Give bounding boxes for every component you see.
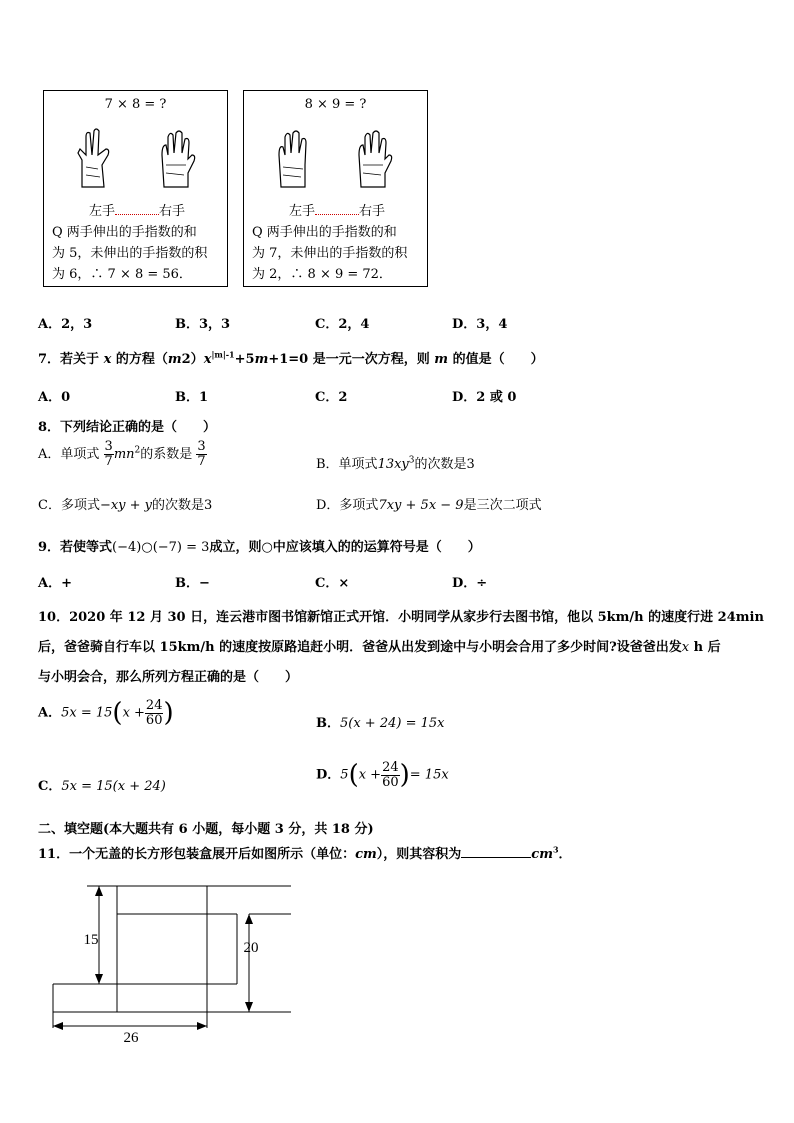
box-equation: 8 × 9 = ? <box>304 97 367 112</box>
explanation-line: 为 2，∴ 8 × 9 = 72． <box>252 267 392 282</box>
explanation-line: Q 两手伸出的手指数的和 <box>52 225 197 240</box>
fraction: $\frac{3}{7}$ <box>197 439 206 469</box>
q6-example-box-1 <box>43 90 228 287</box>
q6-option-b[interactable]: B．3，3 <box>175 317 231 332</box>
section-heading: 二、填空题(本大题共有 6 小题，每小题 3 分，共 18 分) <box>38 822 374 837</box>
q9-stem: 9．若使等式(−4)○(−7) = 3成立，则○中应该填入的的运算符号是（ ） <box>38 540 481 555</box>
q8-option-a[interactable]: A．单项式 $\frac{3}{7}$ $mn^2$的系数是 $\frac{3}{7}$ <box>38 439 206 469</box>
hand-icon-right <box>349 125 399 190</box>
q10-option-d[interactable]: D．5(x + $\frac{24}{60}$ )= 15x <box>316 759 449 790</box>
q10-option-c[interactable]: C．5x = 15(x + 24) <box>38 779 166 794</box>
explanation-line: 为 5，未伸出的手指数的积 <box>52 246 208 261</box>
explanation-line: 为 6，∴ 7 × 8 = 56． <box>52 267 192 282</box>
fraction: $\frac{3}{7}$ <box>104 439 113 469</box>
q9-option-a[interactable]: A．+ <box>38 576 72 591</box>
q9-option-b[interactable]: B．− <box>175 576 210 591</box>
q7-option-b[interactable]: B．1 <box>175 390 209 405</box>
answer-blank[interactable] <box>461 845 531 858</box>
right-hand-label: 右手 <box>159 204 186 219</box>
wavy-underline <box>315 208 359 215</box>
fraction: $\frac{24}{60}$ <box>145 697 163 728</box>
hand-labels <box>52 201 222 222</box>
box-equation: 7 × 8 = ? <box>104 97 167 112</box>
hand-icon-right <box>152 125 202 190</box>
right-hand-label: 右手 <box>359 204 386 219</box>
box-net-figure <box>45 880 305 1050</box>
dimension-15: 15 <box>83 932 99 948</box>
q7-option-c[interactable]: C．2 <box>315 390 348 405</box>
q6-option-d[interactable]: D．3，4 <box>452 317 508 332</box>
q10-option-b[interactable]: B．5(x + 24) = 15x <box>316 716 445 731</box>
q9-option-d[interactable]: D．÷ <box>452 576 488 591</box>
fraction: $\frac{24}{60}$ <box>382 759 399 790</box>
q6-option-c[interactable]: C．2，4 <box>315 317 370 332</box>
hand-icon-left <box>72 125 122 190</box>
q8-option-c[interactable]: C．多项式−xy + y的次数是3 <box>38 498 213 513</box>
explanation-line: Q 两手伸出的手指数的和 <box>252 225 397 240</box>
explanation-line: 为 7，未伸出的手指数的积 <box>252 246 408 261</box>
q7-option-a[interactable]: A．0 <box>38 390 71 405</box>
q7-stem: 7．若关于 x 的方程$(m2)x^{|m|-1}+5m+1=0$ 是一元一次方程，则 m 的值是（ ） <box>38 349 544 367</box>
left-hand-label: 左手 <box>288 204 315 219</box>
q8-option-d[interactable]: D．多项式7xy + 5x − 9是三次二项式 <box>316 498 542 513</box>
dimension-26: 26 <box>123 1030 139 1046</box>
q10-line-1: 10．2020 年 12 月 30 日，连云港市图书馆新馆正式开馆．小明同学从家步行去图书馆，他以 5km/h 的速度行进 24min <box>38 610 764 625</box>
left-hand-label: 左手 <box>88 204 115 219</box>
box-explanation <box>252 201 422 285</box>
hand-icon-left <box>269 125 319 190</box>
q10-line-2: 后，爸爸骑自行车以 15km/h 的速度按原路追赶小明．爸爸从出发到途中与小明会合用了多少时间?设爸爸出发x h 后 <box>38 640 721 655</box>
box-explanation <box>52 201 222 285</box>
q11-stem: 11．一个无盖的长方形包装盒展开后如图所示（单位：cm），则其容积为 $cm^3$． <box>38 844 572 862</box>
q7-option-d[interactable]: D．2 或 0 <box>452 390 517 405</box>
q8-stem: 8．下列结论正确的是（ ） <box>38 420 217 435</box>
q6-option-a[interactable]: A．2，3 <box>38 317 93 332</box>
q6-example-box-2 <box>243 90 428 287</box>
q9-option-c[interactable]: C．× <box>315 576 350 591</box>
q8-option-b[interactable]: B．单项式$13xy^3$的次数是3 <box>316 455 475 472</box>
hand-labels <box>252 201 422 222</box>
q10-line-3: 与小明会合，那么所列方程正确的是（ ） <box>38 670 299 685</box>
q10-option-a[interactable]: A．5x = 15(x + $\frac{24}{60}$ ) <box>38 697 174 728</box>
wavy-underline <box>115 208 159 215</box>
dimension-20: 20 <box>243 940 259 956</box>
